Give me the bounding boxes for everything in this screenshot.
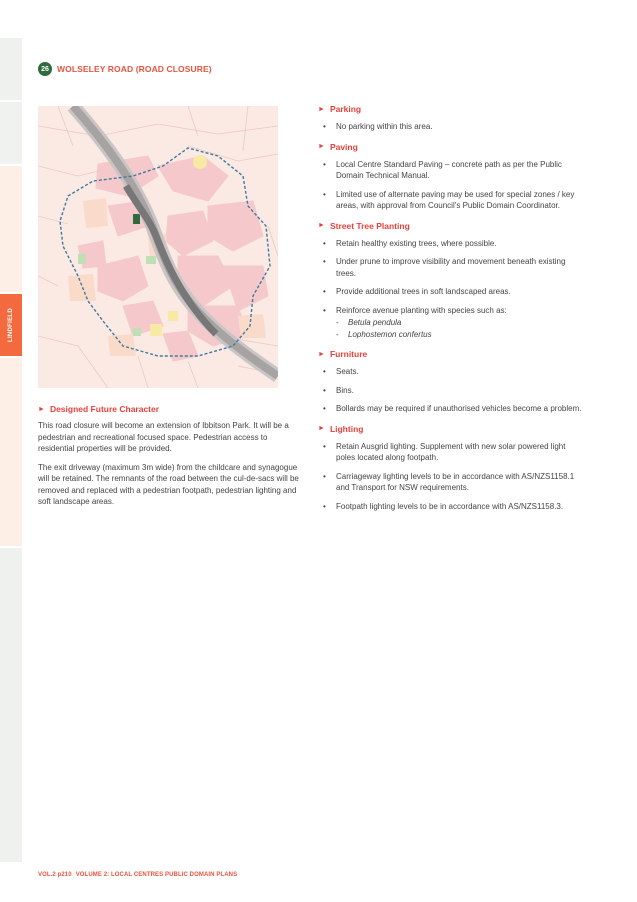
- section-heading: ► Parking: [318, 104, 362, 114]
- side-tab-label: LINDFIELD: [8, 307, 14, 343]
- volume-title: VOLUME 2: LOCAL CENTRES PUBLIC DOMAIN PLANS: [75, 872, 238, 878]
- page-footer: [38, 872, 237, 878]
- list-item: • Carriageway lighting levels to be in accordance with AS/NZS1158.1 and Transport for NSW requirements.: [323, 471, 575, 492]
- page-title: WOLSELEY ROAD (ROAD CLOSURE): [57, 64, 212, 74]
- side-tab[interactable]: [0, 548, 22, 862]
- species-item: - Betula pendula: [336, 318, 402, 327]
- triangle-right-icon: ►: [318, 222, 325, 229]
- triangle-right-icon: ►: [318, 105, 325, 113]
- designed-future-character: [38, 404, 300, 515]
- side-tab[interactable]: [0, 38, 22, 100]
- section-furniture: [318, 349, 586, 415]
- list-item: • Provide additional trees in soft landscaped areas.: [323, 287, 511, 296]
- section-paving: [318, 142, 586, 212]
- section-heading: ► Designed Future Character: [38, 404, 160, 414]
- triangle-right-icon: ►: [318, 143, 325, 150]
- section-header: [38, 62, 212, 76]
- triangle-right-icon: ►: [318, 350, 325, 358]
- list-item: • Seats.: [323, 367, 359, 376]
- paragraph: The exit driveway (maximum 3m wide) from the childcare and synagogue will be retained. The remnants of the road between the cul-de-sacs will be removed and replaced with a pedestrian footpath, pedestrian lighting and soft landscape areas.: [38, 462, 299, 506]
- side-tab[interactable]: [0, 102, 22, 164]
- list-item: • Retain Ausgrid lighting. Supplement with new solar powered light poles located along footpath.: [323, 441, 566, 462]
- list-item: • Limited use of alternate paving may be used for special zones / key areas, with approval from Council’s Public Domain Coordinator.: [323, 189, 575, 210]
- list-item: • Retain healthy existing trees, where possible.: [323, 238, 497, 248]
- site-map: [38, 106, 278, 388]
- section-street-tree-planting: [318, 221, 586, 341]
- list-item: • Local Centre Standard Paving – concrete path as per the Public Domain Technical Manual.: [323, 159, 562, 180]
- species-list: [336, 317, 586, 340]
- section-heading: ► Lighting: [318, 423, 364, 434]
- side-tab[interactable]: [0, 358, 22, 546]
- list-item: • Under prune to improve visibility and movement beneath existing trees.: [323, 257, 566, 278]
- section-number-badge: 26: [38, 62, 52, 76]
- list-item: • Bollards may be required if unauthorised vehicles become a problem.: [323, 404, 582, 413]
- guidelines-column: [318, 104, 586, 521]
- side-tab-lindfield[interactable]: [0, 294, 22, 356]
- list-item: • Reinforce avenue planting with species such as: - Betula pendula - Lophostemon confertus: [318, 305, 586, 341]
- list-item: • Bins.: [323, 385, 354, 395]
- species-item: - Lophostemon confertus: [336, 329, 432, 339]
- section-heading: ► Furniture: [318, 349, 368, 359]
- list-item: • Footpath lighting levels to be in accordance with AS/NZS1158.3.: [323, 501, 564, 511]
- side-tab-strip: [0, 38, 22, 862]
- list-item: • No parking within this area.: [323, 122, 433, 131]
- paragraph: This road closure will become an extension of Ibbitson Park. It will be a pedestrian and recreational focused space. Pedestrian access to residential properties will be provided.: [38, 421, 289, 453]
- page-number: VOL.2 p210: [38, 872, 72, 878]
- triangle-right-icon: ►: [38, 405, 45, 413]
- side-tab[interactable]: [0, 166, 22, 292]
- section-heading: ► Paving: [318, 141, 358, 152]
- section-parking: [318, 104, 586, 133]
- section-lighting: [318, 424, 586, 513]
- section-heading: ► Street Tree Planting: [318, 220, 410, 231]
- triangle-right-icon: ►: [318, 425, 325, 432]
